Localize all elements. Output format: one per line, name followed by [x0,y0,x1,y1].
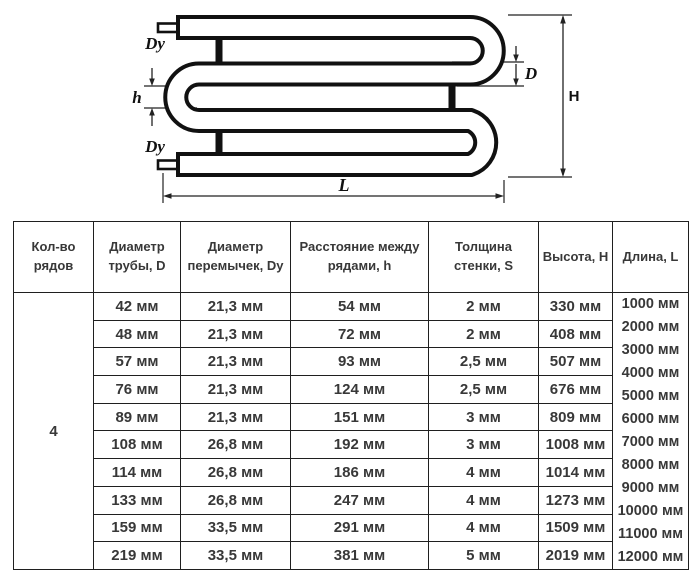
cell-pipe-diameter: 159 мм [94,514,181,542]
pipe-endcap-top [176,15,180,40]
cell-height: 1014 мм [539,459,613,487]
col-header-jumper-diameter: Диаметр перемычек, Dy [181,222,291,293]
cell-jumper-diameter: 33,5 мм [181,514,291,542]
dim-label-height: H [568,88,580,105]
header-row [14,222,689,293]
cell-jumper-diameter: 26,8 мм [181,486,291,514]
table-row [14,542,689,570]
cell-wall-thickness: 5 мм [429,542,539,570]
table-header [14,222,689,293]
cell-row-spacing: 186 мм [291,459,429,487]
table-row [14,486,689,514]
cell-pipe-diameter: 108 мм [94,431,181,459]
table-row [14,293,689,321]
cell-rows-count: 4 [14,293,94,570]
table-row [14,376,689,404]
cell-pipe-diameter: 48 мм [94,320,181,348]
cell-height: 1008 мм [539,431,613,459]
cell-wall-thickness: 2,5 мм [429,376,539,404]
cell-row-spacing: 124 мм [291,376,429,404]
table-row [14,514,689,542]
col-header-row-spacing: Расстояние между рядами, h [291,222,429,293]
dim-label-dy-bottom: Dy [145,137,165,156]
register-diagram [0,0,700,216]
length-item: 3000 мм [621,342,680,358]
cell-jumper-diameter: 21,3 мм [181,293,291,321]
table-row [14,403,689,431]
cell-height: 1509 мм [539,514,613,542]
outlet-stub [158,161,178,170]
dim-label-length: L [338,175,350,195]
cell-jumper-diameter: 26,8 мм [181,431,291,459]
length-item: 10000 мм [617,503,684,519]
cell-row-spacing: 247 мм [291,486,429,514]
cell-jumper-diameter: 26,8 мм [181,459,291,487]
col-header-pipe-diameter: Диаметр трубы, D [94,222,181,293]
pipe-endcap-bottom [176,152,180,177]
specs-table [13,221,689,570]
pipe-serpentine-outline [176,28,493,165]
cell-pipe-diameter: 76 мм [94,376,181,404]
cell-row-spacing: 72 мм [291,320,429,348]
table-row [14,459,689,487]
cell-row-spacing: 151 мм [291,403,429,431]
length-item: 5000 мм [621,388,680,404]
cell-height: 330 мм [539,293,613,321]
cell-height: 1273 мм [539,486,613,514]
cell-pipe-diameter: 57 мм [94,348,181,376]
cell-wall-thickness: 4 мм [429,514,539,542]
cell-jumper-diameter: 33,5 мм [181,542,291,570]
cell-wall-thickness: 2,5 мм [429,348,539,376]
length-item: 12000 мм [617,549,684,565]
col-header-wall-thickness: Толщина стенки, S [429,222,539,293]
cell-height: 809 мм [539,403,613,431]
table-row [14,348,689,376]
cell-wall-thickness: 4 мм [429,486,539,514]
dim-label-d: D [524,64,538,83]
cell-pipe-diameter: 133 мм [94,486,181,514]
length-item: 6000 мм [621,411,680,427]
cell-jumper-diameter: 21,3 мм [181,403,291,431]
cell-wall-thickness: 3 мм [429,403,539,431]
dim-label-dy-top: Dy [145,34,165,53]
table-row [14,320,689,348]
cell-jumper-diameter: 21,3 мм [181,376,291,404]
length-item: 9000 мм [621,480,680,496]
cell-wall-thickness: 2 мм [429,293,539,321]
dim-label-h: h [132,88,142,107]
cell-row-spacing: 291 мм [291,514,429,542]
cell-height: 507 мм [539,348,613,376]
length-item: 2000 мм [621,319,680,335]
length-item: 7000 мм [621,434,680,450]
table-row [14,431,689,459]
cell-wall-thickness: 4 мм [429,459,539,487]
cell-wall-thickness: 3 мм [429,431,539,459]
cell-row-spacing: 381 мм [291,542,429,570]
col-header-length: Длина, L [613,222,689,293]
cell-jumper-diameter: 21,3 мм [181,320,291,348]
table-body [14,293,689,570]
length-item: 8000 мм [621,457,680,473]
cell-wall-thickness: 2 мм [429,320,539,348]
col-header-height: Высота, H [539,222,613,293]
pipe-serpentine-bore [176,28,493,165]
cell-row-spacing: 192 мм [291,431,429,459]
cell-row-spacing: 93 мм [291,348,429,376]
length-item: 11000 мм [617,526,683,542]
cell-pipe-diameter: 114 мм [94,459,181,487]
cell-jumper-diameter: 21,3 мм [181,348,291,376]
cell-pipe-diameter: 42 мм [94,293,181,321]
col-header-rows-count: Кол-во рядов [14,222,94,293]
cell-pipe-diameter: 219 мм [94,542,181,570]
cell-height: 408 мм [539,320,613,348]
cell-height: 2019 мм [539,542,613,570]
cell-height: 676 мм [539,376,613,404]
length-item: 4000 мм [621,365,680,381]
cell-pipe-diameter: 89 мм [94,403,181,431]
length-item: 1000 мм [621,296,680,312]
cell-lengths [613,293,689,570]
cell-row-spacing: 54 мм [291,293,429,321]
inlet-stub [158,24,178,33]
jumper-pipes [216,28,456,165]
